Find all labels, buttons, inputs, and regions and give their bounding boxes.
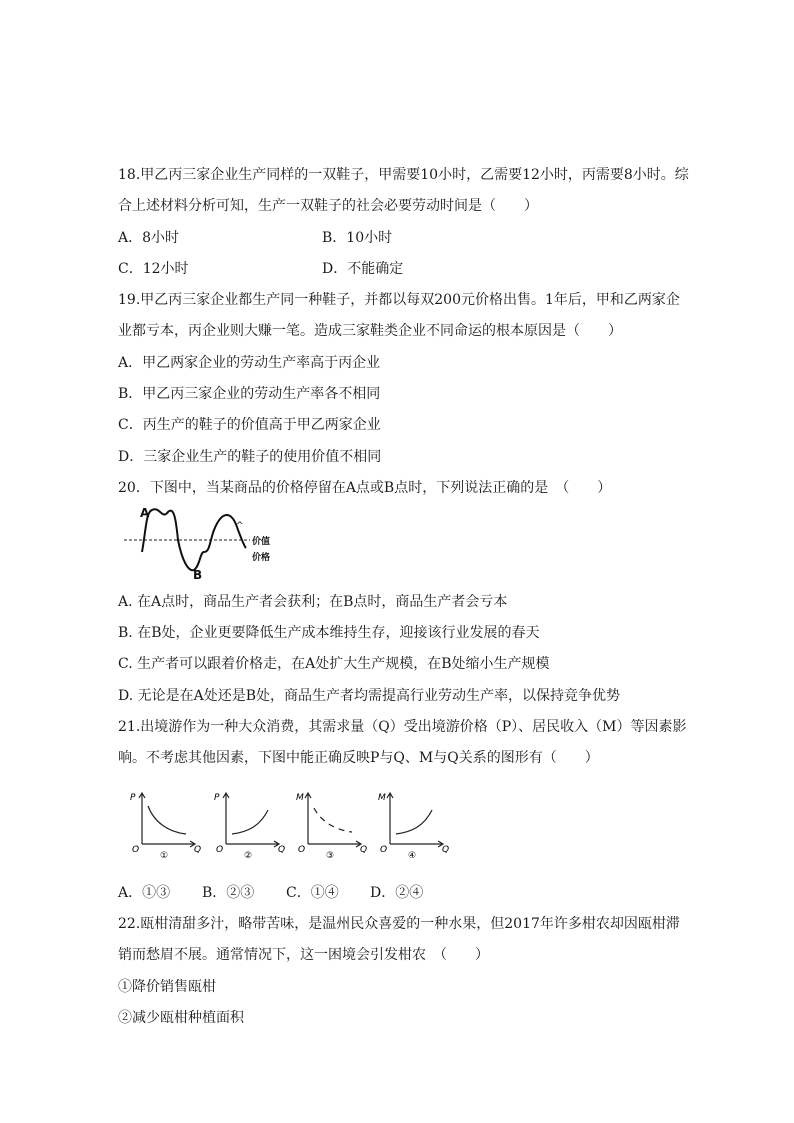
q18-option-c: C．12小时 <box>118 261 189 277</box>
q20-option-b: B. 在B处，企业更要降低生产成本维持生存，迎接该行业发展的春天 <box>118 625 540 641</box>
q21-graph-2 <box>212 788 288 864</box>
axis-label-y: M <box>378 793 386 803</box>
q20-option-d: D. 无论是在A处还是B处，商品生产者均需提高行业劳动生产率，以保持竞争优势 <box>118 688 621 704</box>
axis-label-x: Q <box>442 845 450 855</box>
q18-option-b: B．10小时 <box>322 230 393 246</box>
q21-option-d: D．②④ <box>370 885 424 901</box>
q20-stem: 20．下图中，当某商品的价格停留在A点或B点时，下列说法正确的是 （ ） <box>118 480 612 496</box>
label-value: 价值 <box>252 537 271 547</box>
axis-label-x: Q <box>278 845 286 855</box>
q19-option-b: B．甲乙丙三家企业的劳动生产率各不相同 <box>118 386 381 402</box>
q21-option-a: A．①③ <box>118 885 171 901</box>
axis-label-origin: O <box>132 845 140 855</box>
q21-stem-line1: 21.出境游作为一种大众消费，其需求量（Q）受出境游价格（P）、居民收入（M）等因素影 <box>118 719 687 735</box>
axis-label-y: P <box>130 793 136 803</box>
graph-number: ④ <box>408 851 417 861</box>
q18-stem-line1: 18.甲乙丙三家企业生产同样的一双鞋子，甲需要10小时，乙需要12小时，丙需要8小时。综 <box>118 167 689 183</box>
q20-value-price-figure <box>118 500 288 584</box>
q19-option-d: D．三家企业生产的鞋子的使用价值不相同 <box>118 449 382 465</box>
graph-number: ③ <box>326 851 335 861</box>
q21-option-c: C．①④ <box>286 885 339 901</box>
q21-stem-line2: 响。不考虑其他因素，下图中能正确反映P与Q、M与Q关系的图形有（ ） <box>118 750 599 766</box>
q19-stem-line2: 业都亏本，丙企业则大赚一笔。造成三家鞋类企业不同命运的根本原因是（ ） <box>118 323 622 339</box>
axis-label-origin: O <box>216 845 224 855</box>
q22-stem-line2: 销而愁眉不展。通常情况下，这一困境会引发柑农 （ ） <box>118 947 489 963</box>
q18-option-d: D．不能确定 <box>322 261 404 277</box>
q20-option-c: C. 生产者可以跟着价格走，在A处扩大生产规模，在B处缩小生产规模 <box>118 656 550 672</box>
axis-label-x: Q <box>360 845 368 855</box>
q19-stem-line1: 19.甲乙丙三家企业都生产同一种鞋子，并都以每双200元价格出售。1年后，甲和乙两家企 <box>118 292 680 308</box>
q21-option-b: B．②③ <box>202 885 255 901</box>
axis-label-origin: O <box>298 845 306 855</box>
axis-label-origin: O <box>380 845 388 855</box>
q22-item-1: ①降价销售瓯柑 <box>118 979 216 995</box>
graph-number: ② <box>244 851 253 861</box>
q19-option-a: A．甲乙两家企业的劳动生产率高于丙企业 <box>118 355 381 371</box>
graph-number: ① <box>160 851 169 861</box>
q21-graph-1 <box>128 788 204 864</box>
q18-stem-line2: 合上述材料分析可知，生产一双鞋子的社会必要劳动时间是（ ） <box>118 198 538 214</box>
q22-stem-line1: 22.瓯柑清甜多汁，略带苦味，是温州民众喜爱的一种水果，但2017年许多柑农却因瓯柑滞 <box>118 916 680 932</box>
caret-mark: ^ <box>236 521 244 531</box>
q18-option-a: A．8小时 <box>118 230 180 246</box>
q21-options-row <box>118 884 423 902</box>
label-point-b: B <box>193 568 203 582</box>
axis-label-x: Q <box>194 845 202 855</box>
label-price: 价格 <box>252 553 271 563</box>
q19-option-c: C．丙生产的鞋子的价值高于甲乙两家企业 <box>118 417 381 433</box>
q22-item-2: ②减少瓯柑种植面积 <box>118 1010 244 1026</box>
q20-option-a: A. 在A点时，商品生产者会获利；在B点时，商品生产者会亏本 <box>118 594 508 610</box>
label-point-a: A <box>140 506 150 520</box>
axis-label-y: P <box>214 793 220 803</box>
axis-label-y: M <box>296 793 304 803</box>
q21-graph-3 <box>294 788 370 864</box>
q21-graph-4 <box>376 788 452 864</box>
